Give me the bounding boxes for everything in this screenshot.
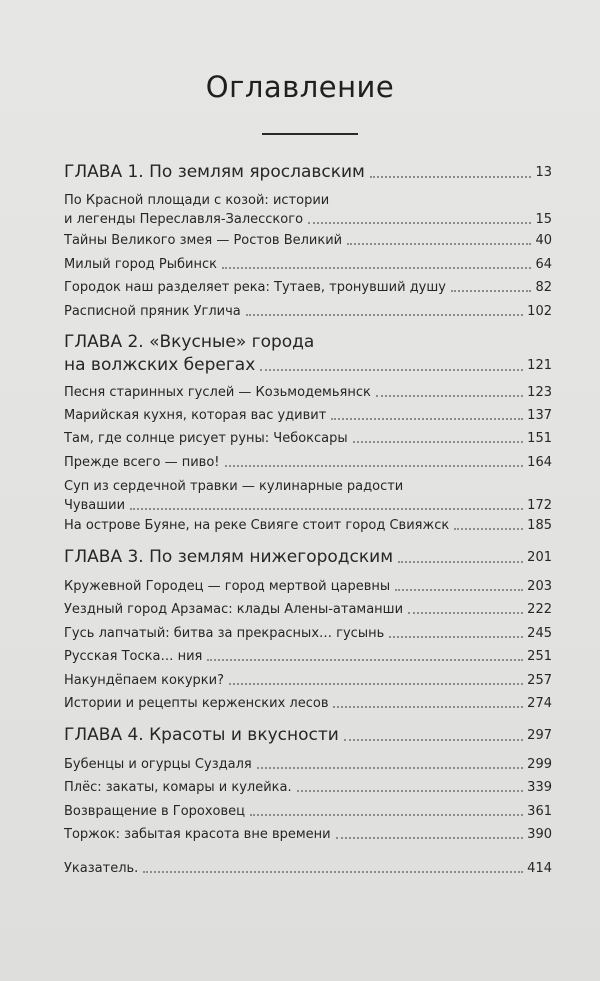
toc-entry [64,453,552,472]
dot-leader [451,290,531,292]
dot-leader [257,767,523,769]
toc-entry [64,671,552,690]
toc-page-number: 251 [527,649,552,664]
toc-entry-title: Песня старинных гуслей — Козьмодемьянск [64,385,371,400]
toc-page-number: 222 [527,602,552,617]
dot-leader [143,871,523,873]
toc-entry-title: Тайны Великого змея — Ростов Великий [64,233,343,248]
toc-entry [64,600,552,619]
toc-entry-title: Плёс: закаты, комары и кулейка. [64,780,292,795]
toc-chapter [64,546,552,569]
toc-entry-title: Гусь лапчатый: битва за прекрасных… гусынь [64,626,385,641]
dot-leader [454,528,523,530]
toc-page-number: 297 [527,728,552,743]
title-underline [262,133,358,135]
page-title: Оглавление [205,70,395,104]
toc-chapter [64,161,552,184]
toc-entry-title: По Красной площади с козой: истории [64,193,330,208]
toc-entry [64,577,552,596]
dot-leader [297,790,524,792]
toc-entry-title: ГЛАВА 2. «Вкусные» города [64,332,315,352]
toc-entry [64,802,552,821]
toc-entry-title: Бубенцы и огурцы Суздаля [64,757,252,772]
dot-leader [389,636,523,638]
dot-leader [229,683,523,685]
toc-page-number: 15 [535,212,552,227]
toc-entry [64,647,552,666]
dot-leader [246,314,523,316]
toc-page-number: 40 [535,233,552,248]
toc-entry [64,278,552,297]
toc-page-number: 361 [527,804,552,819]
toc-entry-title: на волжских берегах [64,355,256,375]
dot-leader [260,369,523,371]
toc-page-number: 274 [527,696,552,711]
toc-entry [64,825,552,844]
toc-entry-title: Чувашии [64,498,126,513]
toc-page-number: 121 [527,358,552,373]
dot-leader [130,508,523,510]
toc-page-number: 137 [527,408,552,423]
toc-entry [64,859,552,878]
toc-entry-title: Прежде всего — пиво! [64,455,220,470]
toc-entry [64,406,552,425]
dot-leader [395,589,523,591]
toc-entry-title: Русская Тоска… ния [64,649,203,664]
dot-leader [344,739,523,741]
dot-leader [376,395,523,397]
toc-page-number: 164 [527,455,552,470]
toc-page-number: 123 [527,385,552,400]
toc-entry [64,302,552,321]
toc-entry-title: ГЛАВА 1. По землям ярославским [64,162,365,182]
dot-leader [225,465,524,467]
toc-entry-title: Милый город Рыбинск [64,257,217,272]
dot-leader [250,814,523,816]
toc-entry-title: ГЛАВА 3. По землям нижегородским [64,547,394,567]
toc-page-number: 203 [527,579,552,594]
toc-page-number: 185 [527,518,552,533]
dot-leader [207,659,523,661]
toc-entry [64,477,552,515]
toc-entry [64,516,552,535]
toc-entry-title: Указатель. [64,861,139,876]
toc-page-number: 201 [527,550,552,565]
toc-page-number: 102 [527,304,552,319]
toc-entry-title: Расписной пряник Углича [64,304,241,319]
toc-entry [64,778,552,797]
toc-entry [64,429,552,448]
toc-chapter [64,724,552,747]
toc-entry-title: Возвращение в Гороховец [64,804,246,819]
toc-page-number: 151 [527,431,552,446]
toc-entry-title: На острове Буяне, на реке Свияге стоит город Свияжск [64,518,450,533]
toc-entry-title: Торжок: забытая красота вне времени [64,827,331,842]
toc-entry-title: Уездный город Арзамас: клады Алены-атаманши [64,602,404,617]
dot-leader [331,418,523,420]
toc-entry [64,624,552,643]
toc-chapter [64,331,552,377]
toc-entry [64,383,552,402]
dot-leader [370,176,532,178]
toc-page-number: 299 [527,757,552,772]
toc-page-number: 245 [527,626,552,641]
toc-page-number: 339 [527,780,552,795]
toc-page-number: 172 [527,498,552,513]
dot-leader [408,612,523,614]
toc-entry [64,231,552,250]
dot-leader [398,561,523,563]
dot-leader [347,243,531,245]
toc-entry [64,255,552,274]
toc-page-number: 64 [535,257,552,272]
dot-leader [353,441,524,443]
toc-entry-title: Марийская кухня, которая вас удивит [64,408,327,423]
dot-leader [222,267,531,269]
toc-entry-title: Городок наш разделяет река: Тутаев, тронувший душу [64,280,446,295]
toc-entry [64,694,552,713]
toc-page-number: 390 [527,827,552,842]
toc-page-number: 257 [527,673,552,688]
toc-entry [64,755,552,774]
dot-leader [308,222,531,224]
toc-entry-title: Кружевной Городец — город мертвой царевны [64,579,391,594]
toc-page-number: 82 [535,280,552,295]
toc-page-number: 13 [535,165,552,180]
toc-entry-title: Суп из сердечной травки — кулинарные радости [64,479,404,494]
toc-entry-title: Накундёпаем кокурки? [64,673,224,688]
toc-entry-title: ГЛАВА 4. Красоты и вкусности [64,725,339,745]
toc-entry-title: Там, где солнце рисует руны: Чебоксары [64,431,348,446]
toc-page-number: 414 [527,861,552,876]
toc-entry [64,191,552,229]
dot-leader [336,837,524,839]
toc-entry-title: и легенды Переславля-Залесского [64,212,304,227]
toc-entry-title: Истории и рецепты керженских лесов [64,696,329,711]
dot-leader [333,706,523,708]
